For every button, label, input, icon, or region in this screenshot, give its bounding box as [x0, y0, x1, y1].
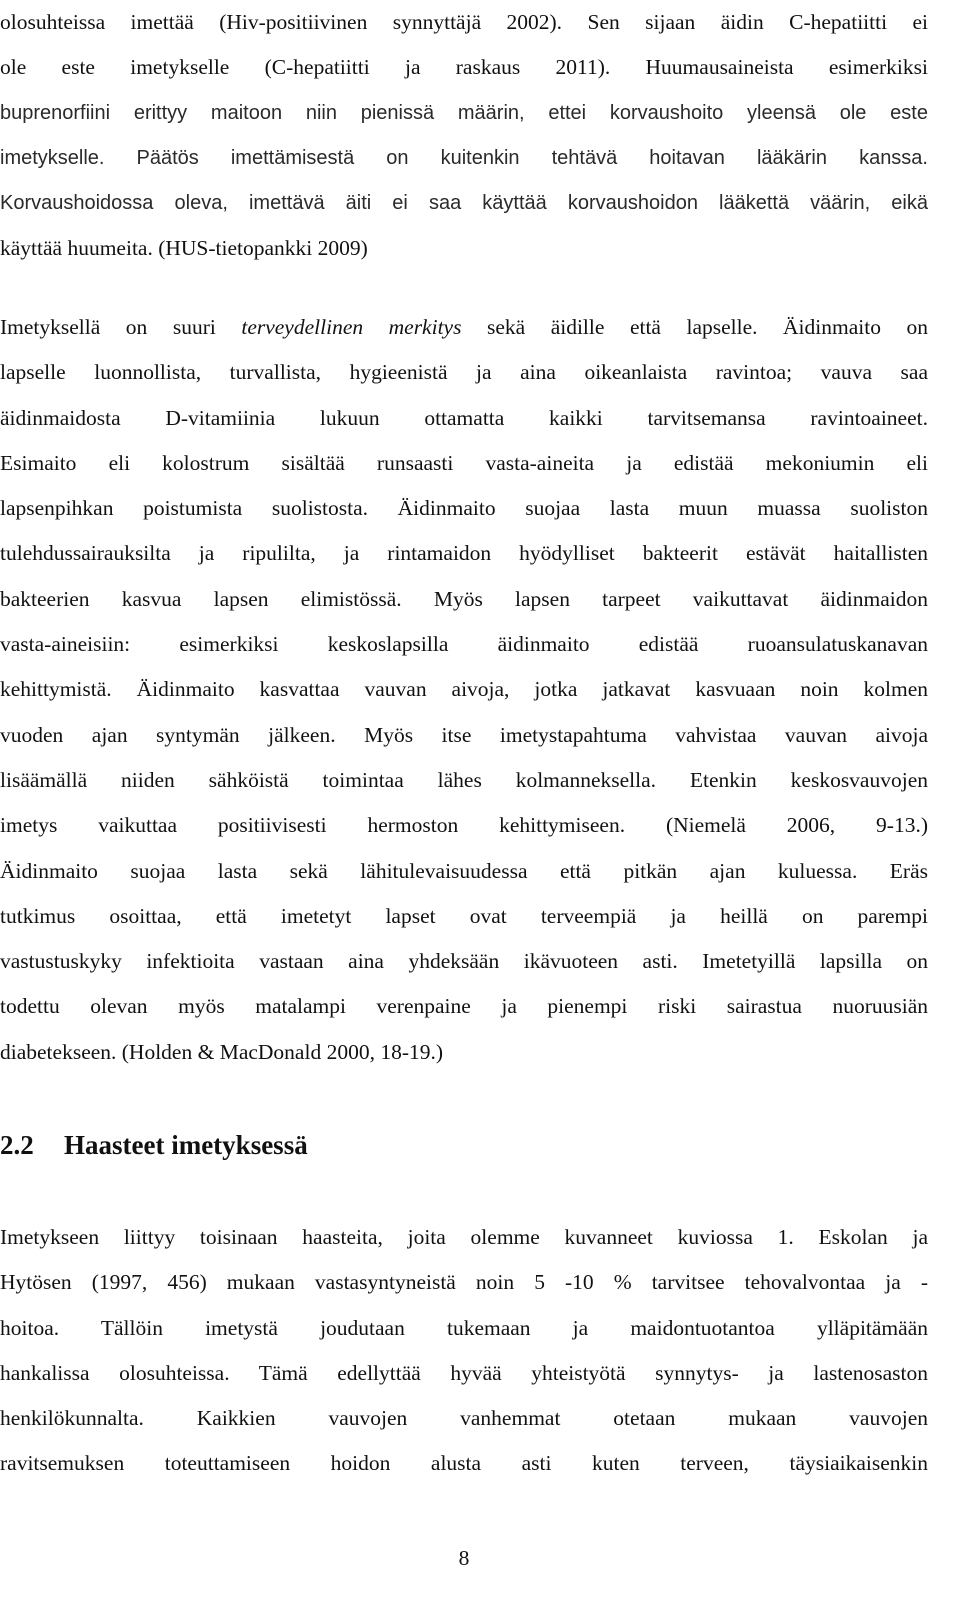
text-run: Imetyksellä on suuri [0, 315, 242, 339]
paragraph-line: olosuhteissa imettää (Hiv-positiivinen synnyttäjä 2002). Sen sijaan äidin C-hepatiitti ei [0, 10, 928, 34]
paragraph-line: bakteerien kasvua lapsen elimistössä. Myös lapsen tarpeet vaikuttavat äidinmaidon [0, 586, 928, 611]
paragraph-line: vuoden ajan syntymän jälkeen. Myös itse imetystapahtuma vahvistaa vauvan aivoja [0, 722, 928, 747]
paragraph-line: ole este imetykselle (C-hepatiitti ja raskaus 2011). Huumausaineista esimerkiksi [0, 55, 928, 80]
paragraph-line: vastustuskyky infektioita vastaan aina yhdeksään ikävuoteen asti. Imetetyillä lapsilla on [0, 949, 928, 974]
paragraph-line: lisäämällä niiden sähköistä toimintaa lähes kolmanneksella. Etenkin keskosvauvojen [0, 767, 928, 792]
paragraph-line: tulehdussairauksilta ja ripulilta, ja rintamaidon hyödylliset bakteerit estävät haitallisten [0, 541, 928, 566]
paragraph-line: hankalissa olosuhteissa. Tämä edellyttää hyvää yhteistyötä synnytys- ja lastenosaston [0, 1360, 928, 1385]
paragraph-line: äidinmaidosta D-vitamiinia lukuun ottamatta kaikki tarvitsemansa ravintoaineet. [0, 405, 928, 430]
paragraph-line: imetykselle. Päätös imettämisestä on kuitenkin tehtävä hoitavan lääkärin kanssa. [0, 146, 928, 169]
paragraph-line: Äidinmaito suojaa lasta sekä lähitulevaisuudessa että pitkän ajan kuluessa. Eräs [0, 858, 928, 883]
paragraph-line: Hytösen (1997, 456) mukaan vastasyntyneistä noin 5 -10 % tarvitsee tehovalvontaa ja - [0, 1270, 928, 1295]
section-number: 2.2 [0, 1130, 34, 1160]
paragraph-line: imetys vaikuttaa positiivisesti hermoston kehittymiseen. (Niemelä 2006, 9-13.) [0, 813, 928, 838]
paragraph-1 [0, 0, 928, 272]
paragraph-line: Imetykseen liittyy toisinaan haasteita, joita olemme kuvanneet kuviossa 1. Eskolan ja [0, 1225, 928, 1249]
paragraph-line: kehittymistä. Äidinmaito kasvattaa vauvan aivoja, jotka jatkavat kasvuaan noin kolmen [0, 677, 928, 702]
paragraph-2 [0, 305, 928, 1075]
text-run: sekä äidille että lapselle. Äidinmaito on [461, 315, 928, 339]
paragraph-line: vasta-aineisiin: esimerkiksi keskoslapsilla äidinmaito edistää ruoansulatuskanavan [0, 632, 928, 657]
paragraph-line: tutkimus osoittaa, että imetetyt lapset ovat terveempiä ja heillä on parempi [0, 903, 928, 928]
paragraph-line: ravitsemuksen toteuttamiseen hoidon alusta asti kuten terveen, täysiaikaisenkin [0, 1451, 928, 1476]
paragraph-line: käyttää huumeita. (HUS-tietopankki 2009) [0, 236, 368, 261]
paragraph-line [0, 305, 928, 350]
section-heading [0, 1120, 308, 1170]
paragraph-line: Esimaito eli kolostrum sisältää runsaasti vasta-aineita ja edistää mekoniumin eli [0, 450, 928, 475]
section-title: Haasteet imetyksessä [64, 1130, 308, 1160]
paragraph-line: todettu olevan myös matalampi verenpaine ja pienempi riski sairastua nuoruusiän [0, 994, 928, 1019]
paragraph-3 [0, 1215, 928, 1487]
paragraph-line: buprenorfiini erittyy maitoon niin pienissä määrin, ettei korvaushoito yleensä ole este [0, 101, 928, 124]
paragraph-line: lapsenpihkan poistumista suolistosta. Äidinmaito suojaa lasta muun muassa suoliston [0, 496, 928, 521]
emphasized-text: terveydellinen merkitys [241, 315, 462, 339]
paragraph-line: lapselle luonnollista, turvallista, hygieenistä ja aina oikeanlaista ravintoa; vauva saa [0, 360, 928, 385]
page-number: 8 [458, 1546, 470, 1570]
paragraph-line: Korvaushoidossa oleva, imettävä äiti ei saa käyttää korvaushoidon lääkettä väärin, eikä [0, 192, 928, 215]
paragraph-line: hoitoa. Tällöin imetystä joudutaan tukemaan ja maidontuotantoa ylläpitämään [0, 1315, 928, 1340]
paragraph-line: diabetekseen. (Holden & MacDonald 2000, 18-19.) [0, 1039, 444, 1064]
paragraph-line: henkilökunnalta. Kaikkien vauvojen vanhemmat otetaan mukaan vauvojen [0, 1406, 928, 1431]
